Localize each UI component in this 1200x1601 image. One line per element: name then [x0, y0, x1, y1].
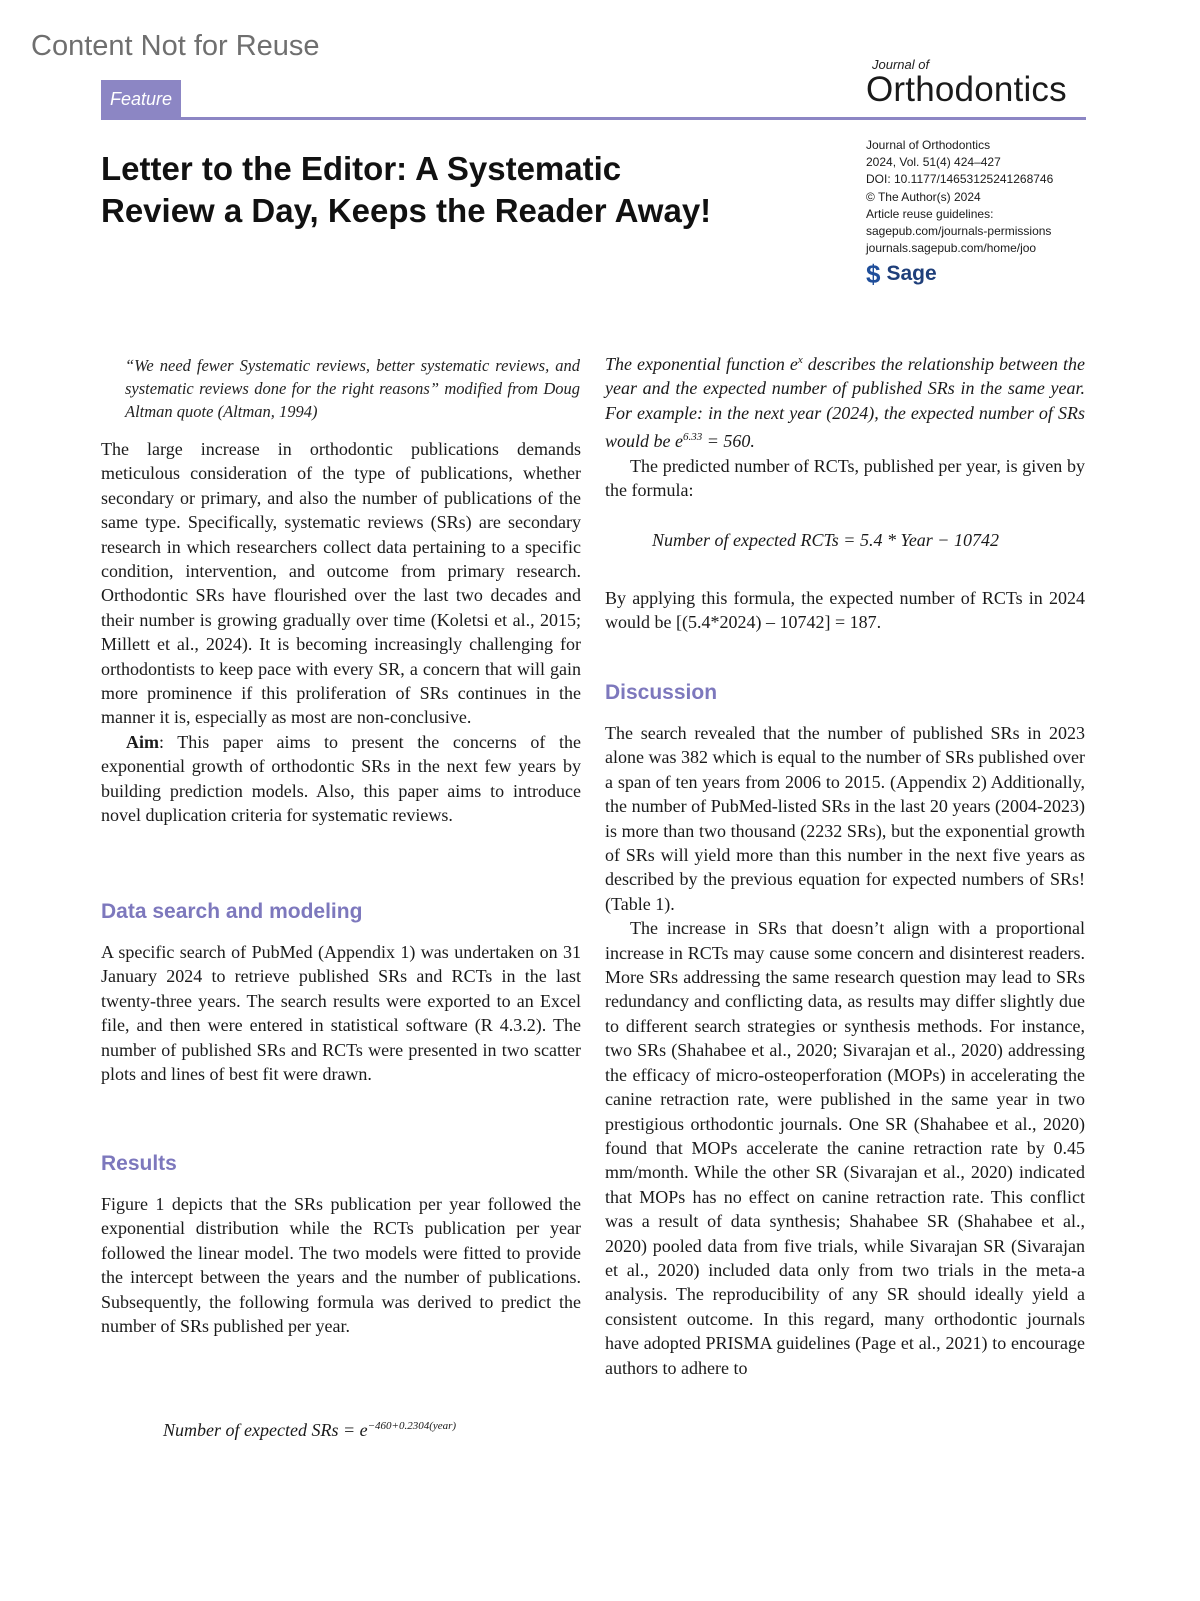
results-text: Figure 1 depicts that the SRs publication per year followed the exponential distribution while the RCTs publication per year followed the linear model. The two models were fitted to provide the intercept between the years and the number of publications. Subsequently, the following formula was derived to predict the number of SRs published per year. — [101, 1194, 581, 1337]
meta-doi: DOI: 10.1177/14653125241268746 — [866, 172, 1054, 187]
apply-text: By applying this formula, the expected number of RCTs in 2024 would be [(5.4*2024) – 10742] = 187. — [605, 588, 1085, 633]
journal-name: Orthodontics — [866, 70, 1067, 109]
article-meta — [866, 137, 1096, 257]
discussion-section — [605, 721, 1085, 1380]
formula-sr-exponent: −460+0.2304(year) — [367, 1420, 457, 1432]
aim-label: Aim — [126, 731, 159, 752]
exp-text-a: The exponential function e — [605, 354, 798, 374]
header-rule — [101, 117, 1086, 120]
publisher-logo — [866, 261, 937, 287]
meta-home-link[interactable]: journals.sagepub.com/home/joo — [866, 241, 1037, 256]
apply-paragraph — [605, 586, 1085, 635]
epigraph-quote: “We need fewer Systematic reviews, better systematic reviews, and systematic reviews done for the right reasons” modified from Doug Altman quote (Altman, 1994) — [125, 356, 580, 421]
heading-discussion: Discussion — [605, 681, 718, 704]
meta-permissions-link[interactable]: sagepub.com/journals-permissions — [866, 224, 1052, 239]
exp-text-b: describes the relationship between the year and the expected number of published SRs in the same year. For example: in the next year (2024), the expected number of SRs would be e — [605, 354, 1085, 452]
intro-section — [101, 437, 581, 828]
intro-paragraph: The large increase in orthodontic publications demands meticulous consideration of the type of publications, whether secondary or primary, and also the number of publications of the same type. Specifically, systematic reviews (SRs) are secondary research in which researchers collect data pertaining to a specific condition, intervention, and outcome from primary research. Orthodontic SRs have flourished over the last two decades and their number is growing gradually over time (Koletsi et al., 2015; Millett et al., 2024). It is becoming increasingly challenging for orthodontists to keep pace with every SR, a concern that will gain more prominence if this proliferation of SRs continues in the manner it is, especially as most are non-conclusive. — [101, 439, 581, 728]
exponential-paragraph — [605, 348, 1085, 454]
journal-of-label: Journal of — [872, 57, 930, 72]
right-intro — [605, 348, 1085, 502]
discussion-paragraph-1: The search revealed that the number of published SRs in 2023 alone was 382 which is equal to the number of SRs published over a span of ten years from 2006 to 2015. (Appendix 2) Additionally, the number of PubMed-listed SRs in the last 20 years (2004-2023) is more than two thousand (2232 SRs), but the exponential growth of SRs will yield more than this number in the next five years as described by the previous equation for expected numbers of SRs! (Table 1). — [605, 723, 1085, 914]
aim-paragraph — [101, 730, 581, 828]
publisher-name: Sage — [886, 262, 937, 285]
meta-reuse-label: Article reuse guidelines: — [866, 206, 994, 221]
data-search-paragraph — [101, 940, 581, 1086]
article-title — [101, 148, 791, 232]
data-search-text: A specific search of PubMed (Appendix 1) was undertaken on 31 January 2024 to retrieve published SRs and RCTs in the last twenty-three years. The search results were exported to an Excel file, and then were entered in statistical software (R 4.3.2). The number of published SRs and RCTs were presented in two scatter plots and lines of best fit were drawn. — [101, 942, 581, 1085]
formula-expected-srs — [163, 1420, 456, 1441]
sage-s-icon: $ — [866, 259, 881, 289]
exp-text-c: = 560. — [702, 431, 755, 452]
results-paragraph — [101, 1192, 581, 1338]
watermark: Content Not for Reuse — [31, 30, 320, 62]
meta-copyright: © The Author(s) 2024 — [866, 189, 981, 204]
title-line-2: Review a Day, Keeps the Reader Away! — [101, 192, 712, 229]
rct-paragraph: The predicted number of RCTs, published per year, is given by the formula: — [605, 455, 1085, 501]
title-line-1: Letter to the Editor: A Systematic — [101, 150, 622, 187]
aim-text: : This paper aims to present the concerns of the exponential growth of orthodontic SRs in the next few years by building prediction models. Also, this paper aims to introduce novel duplication criteria for systematic reviews. — [101, 731, 581, 826]
meta-volume: 2024, Vol. 51(4) 424–427 — [866, 155, 1001, 170]
heading-data-search: Data search and modeling — [101, 900, 363, 923]
discussion-paragraph-2: The increase in SRs that doesn’t align with a proportional increase in RCTs may cause some concern and disinterest readers. More SRs addressing the same research question may lead to SRs redundancy and conflicting data, as results may differ slightly due to different search strategies or synthesis methods. For instance, two SRs (Shahabee et al., 2020; Sivarajan et al., 2020) addressing the efficacy of micro-osteoperforation (MOPs) in accelerating the canine retraction rate, were published in the same year in two prestigious orthodontic journals. One SR (Shahabee et al., 2020) found that MOPs accelerate the canine retraction rate by 0.45 mm/month. While the other SR (Sivarajan et al., 2020) indicated that MOPs has no effect on canine retraction rate. This conflict was a result of data synthesis; Shahabee SR (Shahabee et al., 2020) pooled data from five trials, while Sivarajan SR (Sivarajan et al., 2020) included data only from two trials in the meta-a analysis. The reproducibility of any SR should ideally yield a consistent outcome. In this regard, many orthodontic journals have adopted PRISMA guidelines (Page et al., 2021) to encourage authors to adhere to — [605, 918, 1085, 1378]
formula-sr-lhs: Number of expected SRs = e — [163, 1420, 368, 1440]
exp-text-x: x — [797, 354, 803, 366]
feature-tag: Feature — [101, 80, 181, 119]
heading-results: Results — [101, 1152, 177, 1175]
meta-journal: Journal of Orthodontics — [866, 138, 991, 152]
formula-expected-rcts: Number of expected RCTs = 5.4 * Year − 10742 — [652, 530, 999, 550]
exp-text-sup: 6.33 — [683, 431, 703, 444]
